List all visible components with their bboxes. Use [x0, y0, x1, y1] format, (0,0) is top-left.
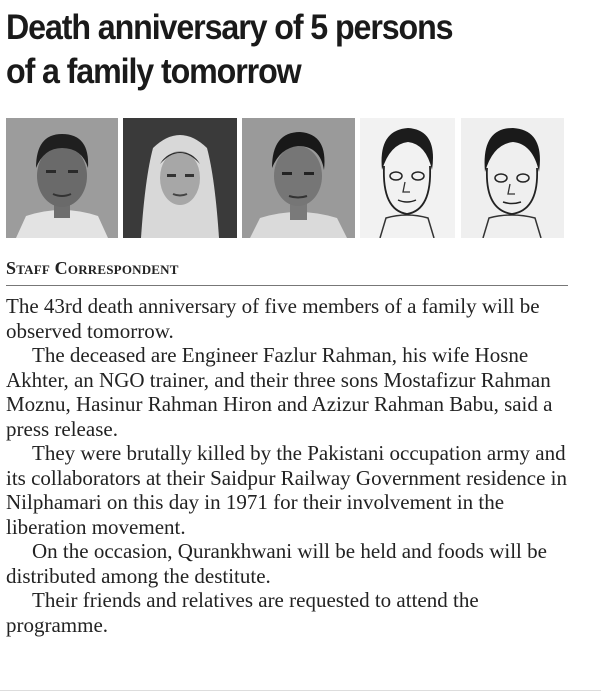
- portrait-photo-1: [6, 118, 118, 238]
- headline-line-1: Death anniversary of 5 persons: [6, 8, 453, 47]
- paragraph-5: Their friends and relatives are requested to attend the programme.: [6, 588, 479, 637]
- paragraph-4: On the occasion, Qurankhwani will be held and foods will be distributed among the destitute.: [6, 539, 547, 588]
- byline: Staff Correspondent: [6, 258, 179, 278]
- byline-divider: [6, 285, 568, 286]
- portrait-sketch-4: [360, 118, 455, 238]
- headline-line-2: of a family tomorrow: [6, 52, 301, 91]
- article-body: [6, 294, 578, 637]
- portrait-photo-3: [242, 118, 355, 238]
- bottom-border: [0, 690, 601, 691]
- paragraph-1: The 43rd death anniversary of five members of a family will be observed tomorrow.: [6, 294, 540, 343]
- paragraph-3: They were brutally killed by the Pakistani occupation army and its collaborators at their Saidpur Railway Government residence in Nilphamari on this day in 1971 for their involvement in the liberation movement.: [6, 441, 568, 539]
- headline: [6, 6, 549, 94]
- portrait-sketch-5: [461, 118, 564, 238]
- paragraph-2: The deceased are Engineer Fazlur Rahman, his wife Hosne Akhter, an NGO trainer, and their three sons Mostafizur Rahman Moznu, Hasinur Rahman Hiron and Azizur Rahman Babu, said a press release.: [6, 343, 553, 441]
- portrait-photo-2: [123, 118, 237, 238]
